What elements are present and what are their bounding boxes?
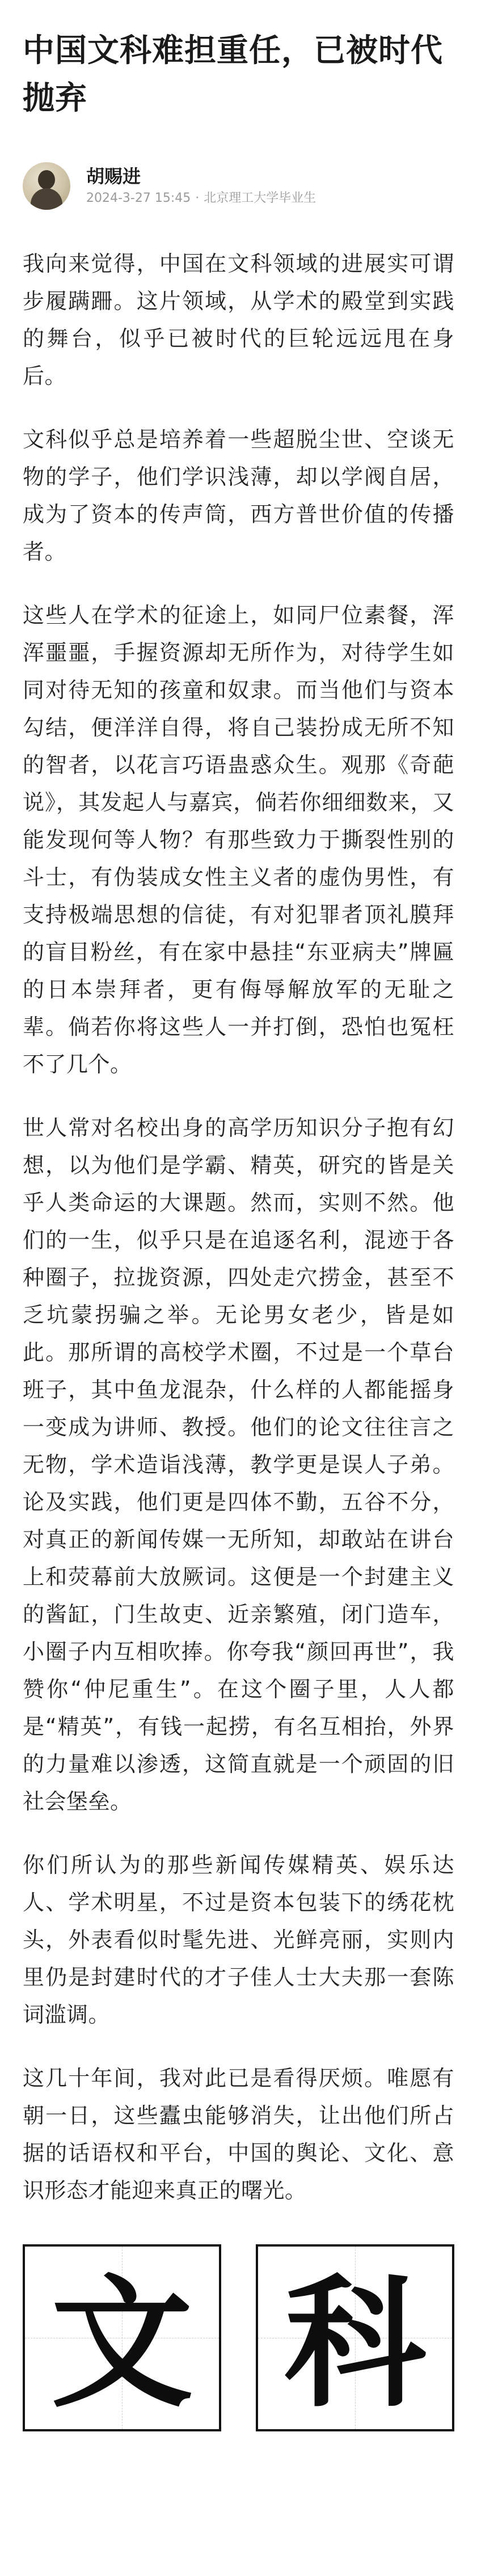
author-meta (86, 164, 316, 208)
author-affiliation: 北京理工大学毕业生 (204, 191, 316, 205)
article-paragraph: 你们所认为的那些新闻传媒精英、娱乐达人、学术明星，不过是资本包装下的绣花枕头，外表看似时髦先进、光鲜亮丽，实则内里仍是封建时代的才子佳人士大夫那一套陈词滥调。 (23, 1852, 454, 2027)
calligraphy-grid-cell (256, 2244, 454, 2431)
publish-date: 2024-3-27 15:45 (86, 191, 191, 205)
author-subline (86, 189, 316, 208)
article-title: 中国文科难担重任，已被时代抛弃 (23, 32, 443, 117)
article-paragraph: 我向来觉得，中国在文科领域的进展实可谓步履蹒跚。这片领域，从学术的殿堂到实践的舞台，似乎已被时代的巨轮远远甩在身后。 (23, 251, 454, 388)
article-paragraph: 世人常对名校出身的高学历知识分子抱有幻想，以为他们是学霸、精英，研究的皆是关乎人类命运的大课题。然而，实则不然。他们的一生，似乎只是在追逐名利，混迹于各种圈子，拉拢资源，四处走穴捞金，甚至不乏坑蒙拐骗之举。无论男女老少，皆是如此。那所谓的高校学术圈，不过是一个草台班子，其中鱼龙混杂，什么样的人都能摇身一变成为讲师、教授。他们的论文往往言之无物，学术造诣浅薄，教学更是误人子弟。论及实践，他们更是四体不勤，五谷不分，对真正的新闻传媒一无所知，却敢站在讲台上和荧幕前大放厥词。这便是一个封建主义的酱缸，门生故吏、近亲繁殖，闭门造车，小圈子内互相吹捧。你夸我“颜回再世”，我赞你“仲尼重生”。在这个圈子里，人人都是“精英”，有钱一起捞，有名互相抬，外界的力量难以渗透，这简直就是一个顽固的旧社会堡垒。 (23, 1115, 454, 1814)
calligraphy-character: 科 (284, 2260, 426, 2426)
meta-separator: · (195, 191, 200, 205)
calligraphy-character: 文 (51, 2260, 193, 2426)
article-paragraph: 这些人在学术的征途上，如同尸位素餐，浑浑噩噩，手握资源却无所作为，对待学生如同对待无知的孩童和奴隶。而当他们与资本勾结，便洋洋自得，将自己装扮成无所不知的智者，以花言巧语蛊惑众生。观那《奇葩说》，其发起人与嘉宾，倘若你细细数来，又能发现何等人物？有那些致力于撕裂性别的斗士，有伪装成女性主义者的虚伪男性，有支持极端思想的信徒，有对犯罪者顶礼膜拜的盲目粉丝，有在家中悬挂“东亚病夫”牌匾的日本崇拜者，更有侮辱解放军的无耻之辈。倘若你将这些人一并打倒，恐怕也冤枉不了几个。 (23, 603, 454, 1077)
calligraphy-grid-cell (23, 2244, 221, 2431)
author-name[interactable]: 胡赐进 (86, 166, 141, 187)
calligraphy-image[interactable] (23, 2244, 454, 2431)
bottom-spacer (23, 2431, 454, 2454)
article-paragraph: 文科似乎总是培养着一些超脱尘世、空谈无物的学子，他们学识浅薄，却以学阀自居，成为了资本的传声筒，西方普世价值的传播者。 (23, 427, 454, 564)
author-info (23, 159, 454, 213)
author-avatar[interactable] (23, 162, 70, 210)
avatar-body-shape (31, 188, 62, 210)
article-paragraph: 这几十年间，我对此已是看得厌烦。唯愿有朝一日，这些蠹虫能够消失，让出他们所占据的话语权和平台，中国的舆论、文化、意识形态才能迎来真正的曙光。 (23, 2066, 454, 2203)
avatar-head-shape (38, 170, 55, 189)
